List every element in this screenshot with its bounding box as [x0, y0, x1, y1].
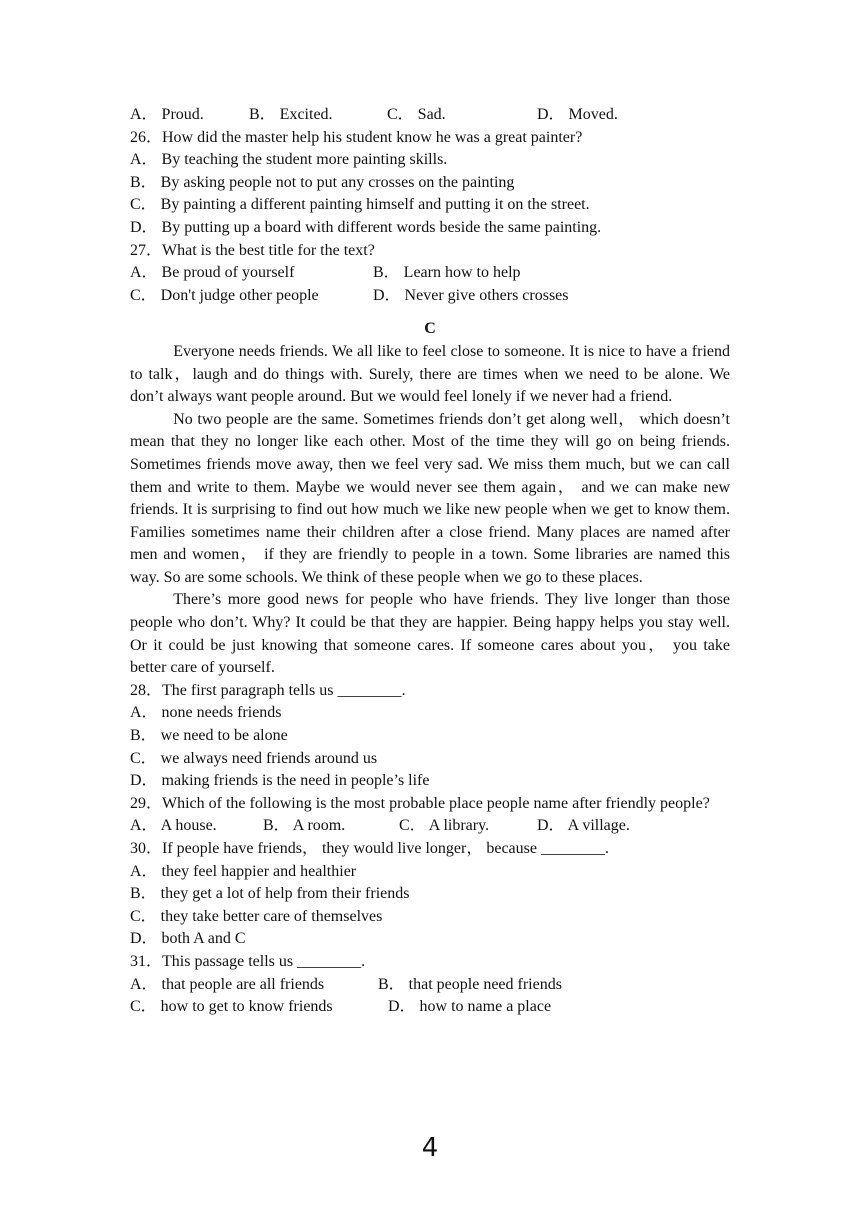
q27-option-a: A． Be proud of yourself	[130, 264, 295, 282]
q28-option-b: B． we need to be alone	[130, 727, 288, 745]
q31-options-row2	[130, 996, 730, 1019]
q26-option-a: A． By teaching the student more painting skills.	[130, 151, 448, 169]
q31-option-a: A． that people are all friends	[130, 975, 325, 993]
q31-option-c: C． how to get to know friends	[130, 998, 333, 1016]
passage-paragraph: There’s more good news for people who have friends. They live longer than those people who don’t. Why? It could be that they are happier. Being happy helps you stay well. Or it could be just knowing that someone cares. If someone cares about you， you take better care of yourself.	[130, 591, 730, 677]
q31-question: 31．This passage tells us ________.	[130, 952, 366, 970]
q30-option-b: B． they get a lot of help from their friends	[130, 885, 410, 903]
q25-options	[130, 104, 730, 127]
passage-paragraph: Everyone needs friends. We all like to feel close to someone. It is nice to have a friend to talk，laugh and do things with. Surely, there are times when we need to be alone. We don’t always want people around. But we would feel lonely if we never had a friend.	[130, 342, 730, 406]
q31-options-row1	[130, 974, 730, 997]
q31-option-d: D． how to name a place	[388, 998, 552, 1016]
q27-option-b: B． Learn how to help	[373, 264, 521, 282]
exam-page	[130, 104, 730, 1019]
q29-option-c: C． A library.	[399, 817, 490, 835]
q28-option-c: C． we always need friends around us	[130, 749, 378, 767]
q27-option-d: D． Never give others crosses	[373, 286, 569, 304]
q25-option-b: B． Excited.	[249, 106, 333, 123]
q28-option-a: A． none needs friends	[130, 704, 282, 722]
page-number: 4	[421, 1133, 439, 1163]
q25-option-a: A． Proud.	[130, 106, 204, 123]
q26-option-b: B． By asking people not to put any crosses on the painting	[130, 173, 515, 191]
q30-question: 30．If people have friends， they would live longer， because ________.	[130, 840, 609, 857]
q28-option-d: D． making friends is the need in people’s life	[130, 772, 430, 790]
section-heading: C	[424, 320, 436, 338]
q30-option-c: C． they take better care of themselves	[130, 907, 383, 925]
q26-question: 26．How did the master help his student know he was a great painter?	[130, 128, 583, 146]
q26-option-d: D． By putting up a board with different words beside the same painting.	[130, 218, 602, 236]
q28-question: 28．The first paragraph tells us ________.	[130, 681, 406, 699]
q29-option-b: B． A room.	[263, 817, 346, 835]
q27-options-row1	[130, 262, 730, 285]
q25-option-d: D． Moved.	[537, 106, 618, 123]
q29-question: 29．Which of the following is the most probable place people name after friendly people?	[130, 794, 710, 812]
q26-option-c: C． By painting a different painting himself and putting it on the street.	[130, 196, 590, 214]
q29-option-d: D． A village.	[537, 817, 630, 835]
q27-option-c: C． Don't judge other people	[130, 286, 319, 304]
q29-options	[130, 815, 730, 838]
q30-option-a: A． they feel happier and healthier	[130, 862, 357, 880]
q27-question: 27．What is the best title for the text?	[130, 241, 375, 259]
q30-option-d: D． both A and C	[130, 930, 246, 948]
q27-options-row2	[130, 285, 730, 308]
passage-paragraph: No two people are the same. Sometimes friends don’t get along well， which doesn’t mean that they no longer like each other. Most of the time they will go on being friends. Sometimes friends move away, then we feel very sad. We miss them much, but we can call them and write to them. Maybe we would never see them again， and we can make new friends. It is surprising to find out how much we like new people when we get to know them. Families sometimes name their children after a close friend. Many places are named after men and women， if they are friendly to people in a town. Some libraries are named this way. So are some schools. We think of these people when we go to these places.	[130, 410, 730, 586]
passage	[130, 341, 730, 680]
q25-option-c: C． Sad.	[387, 106, 446, 123]
q31-option-b: B． that people need friends	[378, 975, 562, 993]
q29-option-a: A． A house.	[130, 817, 217, 835]
